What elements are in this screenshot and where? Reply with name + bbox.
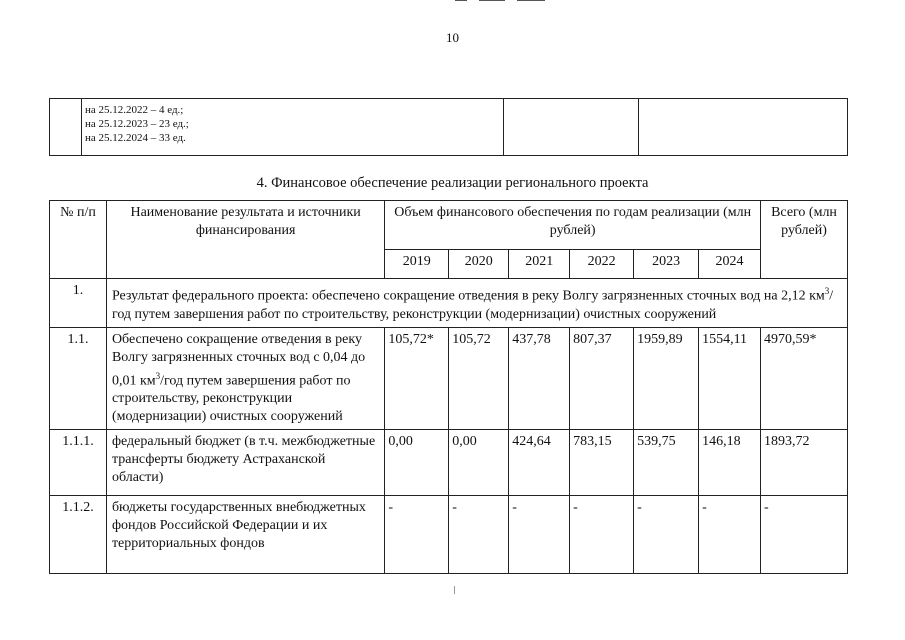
value-cell: -: [699, 496, 761, 574]
row-num: 1.1.2.: [50, 496, 107, 574]
prev-table-cell: [81, 99, 504, 156]
value-cell: 783,15: [570, 430, 634, 496]
year-header: 2024: [699, 250, 761, 279]
prev-table-cell: [639, 99, 848, 156]
header-volume: Объем финансового обеспечения по годам реализации (млн рублей): [385, 201, 761, 250]
deadline-line: на 25.12.2024 – 33 ед.: [84, 132, 186, 144]
header-name: Наименование результата и источники финансирования: [106, 201, 384, 279]
value-cell: 0,00: [385, 430, 449, 496]
scan-marks: [455, 0, 565, 3]
row-name: бюджеты государственных внебюджетных фондов Российской Федерации и их территориальных фондов: [106, 496, 384, 574]
value-cell: -: [385, 496, 449, 574]
page-number: 10: [446, 30, 459, 45]
scan-mark: [454, 586, 455, 594]
year-header: 2023: [634, 250, 699, 279]
deadline-line: на 25.12.2023 – 23 ед.;: [84, 118, 189, 130]
deadline-line: на 25.12.2022 – 4 ед.;: [84, 104, 184, 116]
value-cell: 437,78: [509, 327, 570, 430]
value-cell: 1959,89: [634, 327, 699, 430]
value-cell: 146,18: [699, 430, 761, 496]
row-num: 1.1.: [50, 327, 107, 430]
total-cell: -: [761, 496, 848, 574]
row-num: 1.: [50, 279, 107, 328]
value-cell: -: [449, 496, 509, 574]
previous-table-fragment: [49, 98, 848, 156]
row-name: Обеспечено сокращение отведения в реку Волгу загрязненных сточных вод с 0,04 до 0,01 $км^3$/год путем завершения работ по строительству, реконструкции (модернизации) очистных сооружений: [106, 327, 384, 430]
total-cell: 1893,72: [761, 430, 848, 496]
result-description: Результат федерального проекта: обеспечено сокращение отведения в реку Волгу загрязненных сточных вод на 2,12 $км^3$/год путем завершения работ по строительству, реконструкции (модернизации) очистных сооружений: [106, 279, 847, 328]
year-header: 2021: [509, 250, 570, 279]
value-cell: 807,37: [570, 327, 634, 430]
total-cell: 4970,59*: [761, 327, 848, 430]
row-num: 1.1.1.: [50, 430, 107, 496]
prev-table-cell: [50, 99, 82, 156]
prev-table-cell: [504, 99, 639, 156]
value-cell: 539,75: [634, 430, 699, 496]
value-cell: -: [570, 496, 634, 574]
section-title: 4. Финансовое обеспечение реализации регионального проекта: [256, 175, 649, 191]
header-total: Всего (млн рублей): [761, 201, 848, 279]
row-name: федеральный бюджет (в т.ч. межбюджетные трансферты бюджету Астраханской области): [106, 430, 384, 496]
year-header: 2022: [570, 250, 634, 279]
financing-table: [49, 200, 848, 574]
year-header: 2019: [385, 250, 449, 279]
value-cell: 105,72: [449, 327, 509, 430]
value-cell: 424,64: [509, 430, 570, 496]
header-num: № п/п: [50, 201, 107, 279]
year-header: 2020: [449, 250, 509, 279]
value-cell: -: [634, 496, 699, 574]
value-cell: 105,72*: [385, 327, 449, 430]
value-cell: -: [509, 496, 570, 574]
value-cell: 1554,11: [699, 327, 761, 430]
value-cell: 0,00: [449, 430, 509, 496]
